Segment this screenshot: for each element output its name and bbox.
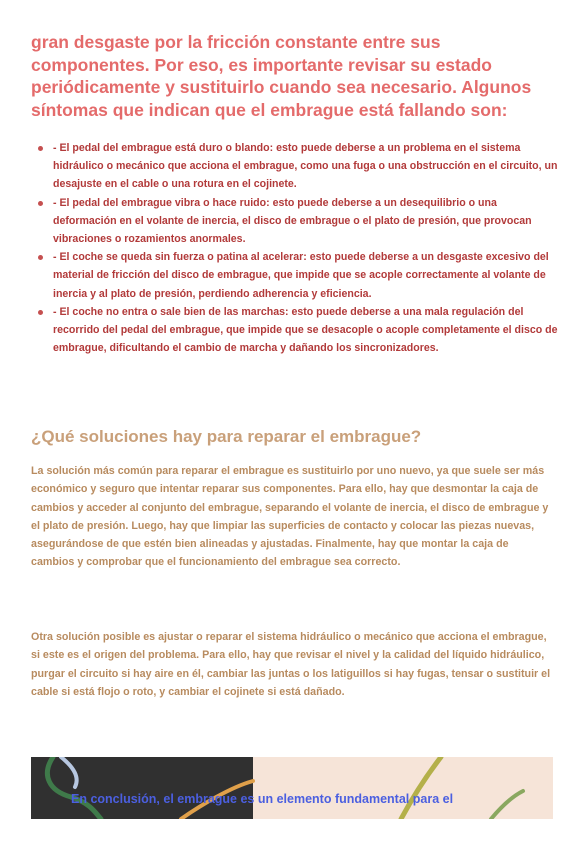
- symptoms-list: [31, 139, 559, 357]
- symptom-text: - El pedal del embrague vibra o hace ruido: esto puede deberse a un desequilibrio o una deformación en el volante de inercia, el disco de embrague o el plato de presión, que provocan vibraciones o rozamientos anormales.: [53, 196, 532, 246]
- body-paragraph: La solución más común para reparar el embrague es sustituirlo por uno nuevo, ya que suele ser más económico y seguro que intentar reparar sus componentes. Para ello, hay que desmontar la caja de cambios y acceder al conjunto del embrague, separando el volante de inercia, el disco de embrague y el plato de presión. Luego, hay que limpiar las superficies de contacto y colocar las piezas nuevas, asegurándose de que estén bien alineadas y ajustadas. Finalmente, hay que montar la caja de cambios y comprobar que el funcionamiento del embrague sea correcto.: [31, 465, 549, 569]
- intro-paragraph: gran desgaste por la fricción constante entre sus componentes. Por eso, es importante revisar su estado periódicamente y sustituirlo cuando sea necesario. Algunos síntomas que indican que el embrague está fallando son:: [31, 32, 532, 120]
- conclusion-text: En conclusión, el embrague es un elemento fundamental para el: [71, 792, 454, 806]
- bullet-icon: [38, 146, 43, 151]
- symptom-text: - El coche se queda sin fuerza o patina al acelerar: esto puede deberse a un desgaste excesivo del material de fricción del disco de embrague, que impide que se acople correctamente al volante de inercia y al plato de presión, perdiendo adherencia y eficiencia.: [53, 251, 549, 300]
- section-heading: ¿Qué soluciones hay para reparar el embrague?: [31, 427, 422, 446]
- decorative-curves-icon: [31, 757, 553, 819]
- list-item: [31, 139, 559, 194]
- symptom-text: - El coche no entra o sale bien de las marchas: esto puede deberse a una mala regulación del recorrido del pedal del embrague, que impide que se desacople o acople completamente el disco de embrague, dificultando el cambio de marcha y dañando los sincronizadores.: [53, 305, 558, 355]
- body-paragraph: Otra solución posible es ajustar o reparar el sistema hidráulico o mecánico que acciona el embrague, si este es el origen del problema. Para ello, hay que revisar el nivel y la calidad del líquido hidráulico, purgar el circuito si hay aire en él, cambiar las juntas o los latiguillos si hay fugas, tensar o sustituir el cable si está flojo o roto, y cambiar el cojinete si está dañado.: [31, 631, 551, 698]
- list-item: [31, 194, 559, 249]
- list-item: [31, 248, 559, 303]
- conclusion-banner[interactable]: [31, 757, 553, 819]
- bullet-icon: [38, 201, 43, 206]
- list-item: [31, 303, 559, 358]
- symptom-text: - El pedal del embrague está duro o blando: esto puede deberse a un problema en el sistema hidráulico o mecánico que acciona el embrague, como una fuga o una obstrucción en el circuito, un desajuste en el cable o una rotura en el cojinete.: [53, 142, 558, 191]
- bullet-icon: [38, 255, 43, 260]
- bullet-icon: [38, 310, 43, 315]
